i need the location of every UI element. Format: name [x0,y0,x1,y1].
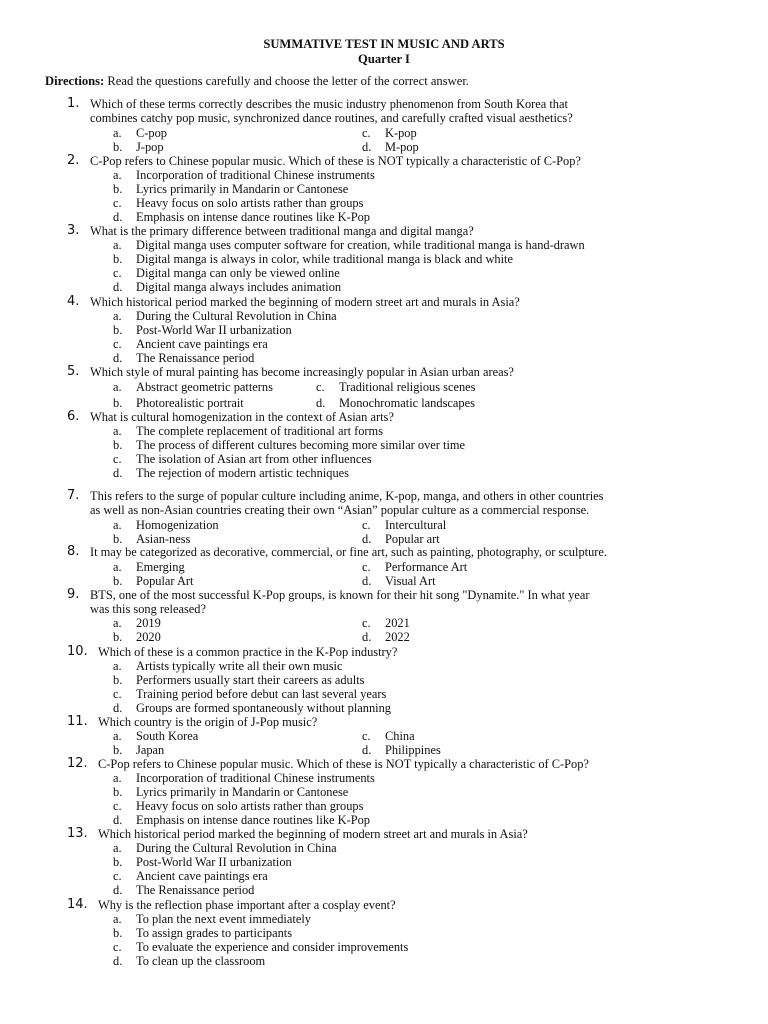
question-number: 10. [67,644,88,659]
option-text: Ancient cave paintings era [136,337,268,352]
directions [45,74,469,88]
option-letter: c. [362,616,371,630]
option-letter: b. [113,926,123,941]
option-letter: c. [113,799,122,814]
question-text: Which historical period marked the beginning of modern street art and murals in Asia? [98,827,528,841]
answer-option-b [113,396,244,410]
option-letter: d. [362,743,372,757]
answer-option-d [362,630,410,644]
question-text: What is cultural homogenization in the context of Asian arts? [90,410,394,424]
question-text: Which of these is a common practice in the K-Pop industry? [98,645,398,659]
option-text: The complete replacement of traditional art forms [136,424,384,439]
option-text: Incorporation of traditional Chinese instruments [136,168,375,183]
option-letter: a. [113,168,122,183]
option-letter: a. [113,771,122,786]
question-number: 9. [67,587,80,602]
option-letter: b. [113,785,123,800]
answer-option-b [113,140,164,154]
option-text: Philippines [385,743,441,757]
answer-option-b [113,323,292,337]
option-letter: d. [113,280,123,295]
answer-option-a [113,518,219,532]
option-letter: b. [113,396,123,410]
option-letter: a. [113,518,122,532]
option-letter: c. [362,518,371,532]
question-text: C-Pop refers to Chinese popular music. Which of these is NOT typically a characteristic of C-Pop? [90,154,581,168]
answer-option-b [113,743,164,757]
option-text: Incorporation of traditional Chinese instruments [136,771,375,786]
option-text: Intercultural [385,518,447,532]
option-text: Lyrics primarily in Mandarin or Cantonese [136,785,349,800]
option-text: J-pop [136,140,164,154]
option-text: 2020 [136,630,161,644]
answer-option-a [113,168,375,182]
option-letter: c. [362,729,371,743]
option-letter: a. [113,424,122,439]
option-letter: d. [113,701,123,716]
option-text: Popular art [385,532,440,546]
option-text: Artists typically write all their own music [136,659,343,674]
option-text: 2019 [136,616,161,630]
option-letter: b. [113,438,123,453]
option-text: The isolation of Asian art from other influences [136,452,372,467]
option-text: Popular Art [136,574,194,588]
option-letter: b. [113,630,123,644]
answer-option-d [362,532,440,546]
option-text: Lyrics primarily in Mandarin or Cantonese [136,182,349,197]
answer-option-c [362,560,467,574]
answer-option-a [113,659,342,673]
answer-option-d [113,701,391,715]
directions-label: Directions: [45,74,105,88]
question-number: 8. [67,544,80,559]
option-letter: c. [362,560,371,574]
option-letter: d. [362,140,372,154]
option-letter: d. [113,813,123,828]
question-number: 12. [67,756,88,771]
option-text: Digital manga always includes animation [136,280,342,295]
answer-option-c [362,518,446,532]
option-letter: c. [113,687,122,702]
answer-option-b [113,630,161,644]
option-letter: b. [113,574,123,588]
option-text: Emphasis on intense dance routines like K-Pop [136,210,371,225]
option-letter: d. [362,532,372,546]
answer-option-b [113,785,348,799]
answer-option-a [113,912,311,926]
option-letter: d. [113,210,123,225]
option-text: K-pop [385,126,417,140]
option-letter: c. [316,380,325,394]
option-text: M-pop [385,140,419,154]
answer-option-d [113,466,349,480]
question-text: combines catchy pop music, synchronized dance routines, and carefully crafted visual aesthetics? [90,111,573,126]
option-text: Japan [136,743,165,757]
answer-option-d [113,954,265,968]
answer-option-c [113,869,268,883]
option-text: The rejection of modern artistic techniques [136,466,349,481]
answer-option-c [362,616,410,630]
question-number: 6. [67,409,80,424]
document-subtitle: Quarter I [358,52,410,66]
option-text: The Renaissance period [136,351,255,366]
answer-option-c [113,799,363,813]
answer-option-d [113,280,341,294]
option-text: Homogenization [136,518,219,532]
answer-option-a [113,841,337,855]
question-text: Which of these terms correctly describes the music industry phenomenon from South Korea that [90,97,568,111]
question-number: 7. [67,488,80,503]
option-letter: b. [113,323,123,338]
option-letter: c. [113,266,122,281]
option-letter: a. [113,380,122,394]
answer-option-d [113,883,254,897]
answer-option-a [113,380,273,394]
option-text: The process of different cultures becoming more similar over time [136,438,466,453]
option-letter: d. [113,954,123,969]
answer-option-c [113,266,340,280]
option-text: To clean up the classroom [136,954,266,969]
option-text: To evaluate the experience and consider improvements [136,940,409,955]
question-text: as well as non-Asian countries creating their own “Asian” popular culture as a commercial response. [90,503,590,518]
question-text: Which historical period marked the beginning of modern street art and murals in Asia? [90,295,520,309]
option-text: Training period before debut can last several years [136,687,387,702]
option-text: To assign grades to participants [136,926,293,941]
answer-option-d [113,210,370,224]
option-letter: a. [113,659,122,674]
option-text: 2022 [385,630,410,644]
option-letter: b. [113,140,123,154]
answer-option-b [113,532,190,546]
answer-option-c [316,380,476,394]
option-text: During the Cultural Revolution in China [136,309,337,324]
option-letter: b. [113,252,123,267]
option-text: C-pop [136,126,167,140]
answer-option-c [113,196,363,210]
option-text: Performers usually start their careers as adults [136,673,365,688]
answer-option-c [362,729,415,743]
answer-option-a [113,560,185,574]
option-text: Traditional religious scenes [339,380,476,394]
option-text: Performance Art [385,560,468,574]
answer-option-b [113,182,348,196]
option-letter: b. [113,855,123,870]
option-letter: a. [113,126,122,140]
option-letter: c. [113,452,122,467]
answer-option-d [362,574,436,588]
option-text: Ancient cave paintings era [136,869,268,884]
question-number: 2. [67,153,80,168]
option-letter: a. [113,841,122,856]
option-letter: c. [362,126,371,140]
option-text: Photorealistic portrait [136,396,244,410]
option-letter: c. [113,869,122,884]
option-text: Heavy focus on solo artists rather than groups [136,196,364,211]
answer-option-b [113,574,193,588]
answer-option-d [362,743,441,757]
question-text: What is the primary difference between traditional manga and digital manga? [90,224,474,238]
option-text: Digital manga uses computer software for creation, while traditional manga is hand-drawn [136,238,585,253]
answer-option-c [113,452,372,466]
option-text: Asian-ness [136,532,191,546]
answer-option-d [362,140,419,154]
option-letter: c. [113,940,122,955]
question-number: 3. [67,223,80,238]
option-letter: b. [113,743,123,757]
answer-option-d [113,351,254,365]
option-text: Post-World War II urbanization [136,323,292,338]
option-letter: a. [113,238,122,253]
option-letter: d. [113,351,123,366]
option-letter: a. [113,560,122,574]
answer-option-c [113,940,408,954]
answer-option-b [113,438,465,452]
option-letter: d. [362,574,372,588]
answer-option-a [113,771,375,785]
question-text: Which country is the origin of J-Pop music? [98,715,318,729]
question-text: C-Pop refers to Chinese popular music. Which of these is NOT typically a characteristic of C-Pop? [98,757,589,771]
question-number: 11. [67,714,88,729]
answer-option-a [113,309,337,323]
option-text: During the Cultural Revolution in China [136,841,337,856]
option-letter: a. [113,309,122,324]
option-text: Post-World War II urbanization [136,855,292,870]
option-letter: c. [113,337,122,352]
option-letter: c. [113,196,122,211]
option-text: Visual Art [385,574,436,588]
answer-option-a [113,424,383,438]
option-text: The Renaissance period [136,883,255,898]
option-text: Heavy focus on solo artists rather than groups [136,799,364,814]
answer-option-a [113,126,167,140]
answer-option-b [113,926,292,940]
answer-option-b [113,252,513,266]
question-number: 5. [67,364,80,379]
question-text: Why is the reflection phase important after a cosplay event? [98,898,396,912]
question-number: 13. [67,826,88,841]
question-text: It may be categorized as decorative, commercial, or fine art, such as painting, photography, or sculpture. [90,545,607,559]
answer-option-b [113,673,364,687]
option-text: Emerging [136,560,185,574]
answer-option-a [113,616,161,630]
question-text: Which style of mural painting has become increasingly popular in Asian urban areas? [90,365,514,379]
option-text: To plan the next event immediately [136,912,311,927]
answer-option-a [113,238,585,252]
option-text: South Korea [136,729,199,743]
answer-option-c [362,126,417,140]
option-letter: a. [113,616,122,630]
question-text: This refers to the surge of popular culture including anime, K-pop, manga, and others in other countries [90,489,604,503]
answer-option-c [113,337,268,351]
option-text: Abstract geometric patterns [136,380,273,394]
option-letter: a. [113,912,122,927]
answer-option-a [113,729,198,743]
option-text: Emphasis on intense dance routines like K-Pop [136,813,371,828]
option-letter: d. [113,466,123,481]
document-title: SUMMATIVE TEST IN MUSIC AND ARTS [263,37,505,51]
option-letter: d. [113,883,123,898]
option-text: Digital manga can only be viewed online [136,266,340,281]
question-number: 1. [67,96,80,111]
question-number: 4. [67,294,80,309]
directions-text: Read the questions carefully and choose the letter of the correct answer. [104,74,469,88]
option-text: Monochromatic landscapes [339,396,475,410]
option-letter: b. [113,532,123,546]
option-text: Groups are formed spontaneously without planning [136,701,391,716]
question-number: 14. [67,897,88,912]
option-letter: b. [113,182,123,197]
option-letter: d. [362,630,372,644]
answer-option-b [113,855,292,869]
option-text: 2021 [385,616,410,630]
answer-option-d [113,813,370,827]
option-letter: d. [316,396,326,410]
option-text: Digital manga is always in color, while traditional manga is black and white [136,252,513,267]
question-text: was this song released? [90,602,206,617]
question-text: BTS, one of the most successful K-Pop groups, is known for their hit song "Dynamite." In what year [90,588,590,602]
option-letter: a. [113,729,122,743]
answer-option-d [316,396,475,410]
option-text: China [385,729,415,743]
answer-option-c [113,687,386,701]
option-letter: b. [113,673,123,688]
